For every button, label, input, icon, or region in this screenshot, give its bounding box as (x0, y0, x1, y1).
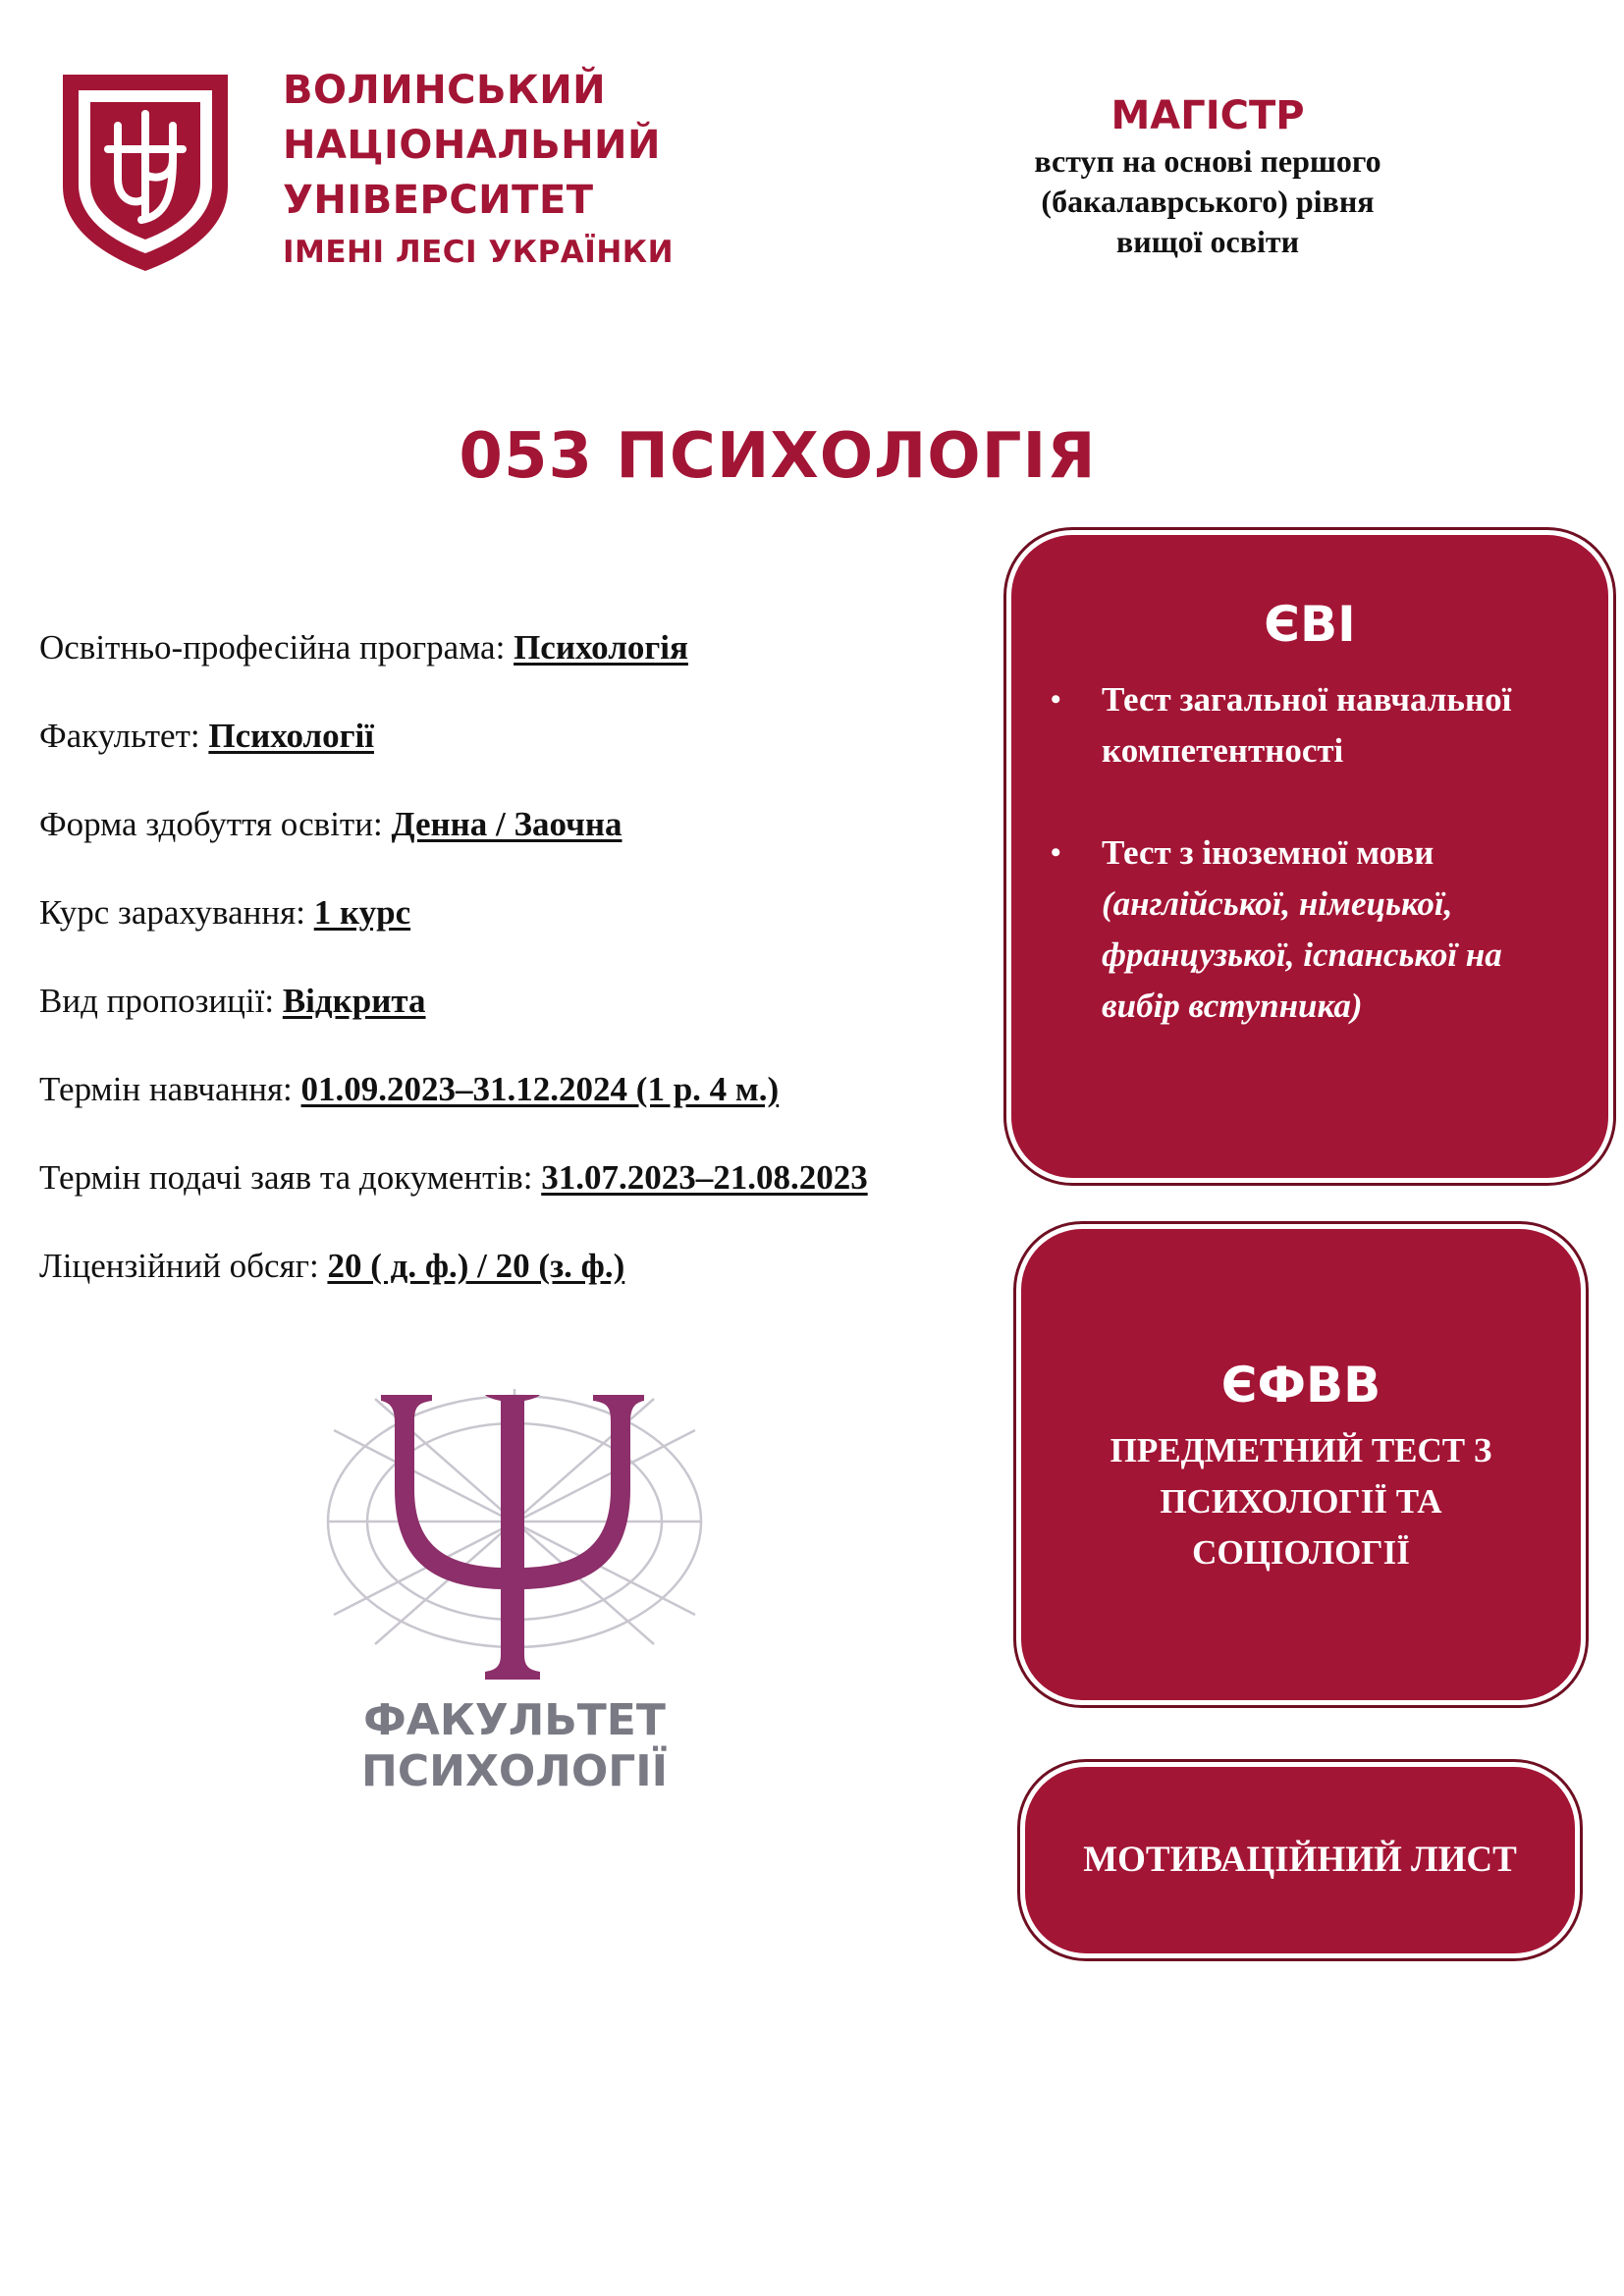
info-row (39, 982, 992, 1070)
page-title: 053 ПСИХОЛОГІЯ (459, 420, 1097, 493)
info-value: 20 ( д. ф.) / 20 (з. ф.) (327, 1247, 625, 1285)
evi-title: ЄВІ (1264, 596, 1356, 653)
psi-letter-icon (328, 1389, 701, 1680)
degree-line: вищої освіти (1115, 224, 1300, 259)
bullet-icon: • (1051, 836, 1061, 869)
evi-item-text: Тест загальної навчальної компетентності (1102, 680, 1512, 770)
info-value: 31.07.2023–21.08.2023 (541, 1158, 868, 1197)
info-row (39, 1247, 992, 1335)
info-value: 01.09.2023–31.12.2024 (1 р. 4 м.) (300, 1070, 780, 1108)
info-label: Термін подачі заяв та документів: (39, 1158, 542, 1197)
info-row (39, 1158, 992, 1247)
evi-list (1011, 674, 1608, 1032)
list-item (1051, 828, 1579, 1032)
info-row (39, 893, 992, 982)
degree-block (982, 90, 1434, 262)
degree-line: (бакалаврського) рівня (1041, 184, 1375, 219)
info-row (39, 805, 992, 893)
evi-item-text: Тест з іноземної мови (1102, 833, 1435, 872)
info-label: Вид пропозиції: (39, 982, 283, 1020)
info-label: Ліцензійний обсяг: (39, 1247, 328, 1285)
efvv-panel (1021, 1229, 1581, 1700)
info-label: Курс зарахування: (39, 893, 314, 932)
degree-line: вступ на основі першого (1034, 143, 1381, 179)
info-value: Денна / Заочна (391, 805, 623, 843)
evi-panel (1011, 535, 1608, 1178)
university-name-line: УНІВЕРСИТЕТ (283, 178, 594, 223)
info-value: Психології (208, 717, 374, 755)
evi-item-languages: (англійської, німецької, французької, іспанської на вибір вступника) (1102, 884, 1502, 1025)
info-value: Психологія (514, 628, 688, 667)
info-row (39, 1070, 992, 1158)
university-shield-logo-icon (57, 69, 234, 275)
university-name-line: ВОЛИНСЬКИЙ (283, 68, 607, 113)
motivation-letter-label: МОТИВАЦІЙНИЙ ЛИСТ (1083, 1840, 1517, 1880)
efvv-subtitle: ПРЕДМЕТНИЙ ТЕСТ З ПСИХОЛОГІЇ ТА СОЦІОЛОГІЇ (1110, 1431, 1492, 1572)
info-value: 1 курс (313, 893, 411, 932)
faculty-logo-line: ПСИХОЛОГІЇ (361, 1746, 668, 1796)
university-name-line: ІМЕНІ ЛЕСІ УКРАЇНКИ (283, 235, 675, 270)
info-label: Факультет: (39, 717, 209, 755)
info-row (39, 717, 992, 805)
info-label: Освітньо-професійна програма: (39, 628, 514, 667)
university-name (283, 63, 674, 277)
info-label: Термін навчання: (39, 1070, 301, 1108)
info-label: Форма здобуття освіти: (39, 805, 392, 843)
info-value: Відкрита (282, 982, 426, 1020)
faculty-logo (306, 1379, 719, 1796)
degree-title: МАГІСТР (1110, 93, 1305, 138)
program-info (39, 628, 992, 1335)
motivation-letter-panel (1025, 1767, 1575, 1953)
list-item (1051, 674, 1579, 776)
bullet-icon: • (1051, 683, 1061, 716)
university-name-line: НАЦІОНАЛЬНИЙ (283, 123, 662, 168)
faculty-logo-line: ФАКУЛЬТЕТ (363, 1695, 666, 1745)
efvv-title: ЄФВВ (1220, 1357, 1381, 1414)
info-row (39, 628, 992, 717)
